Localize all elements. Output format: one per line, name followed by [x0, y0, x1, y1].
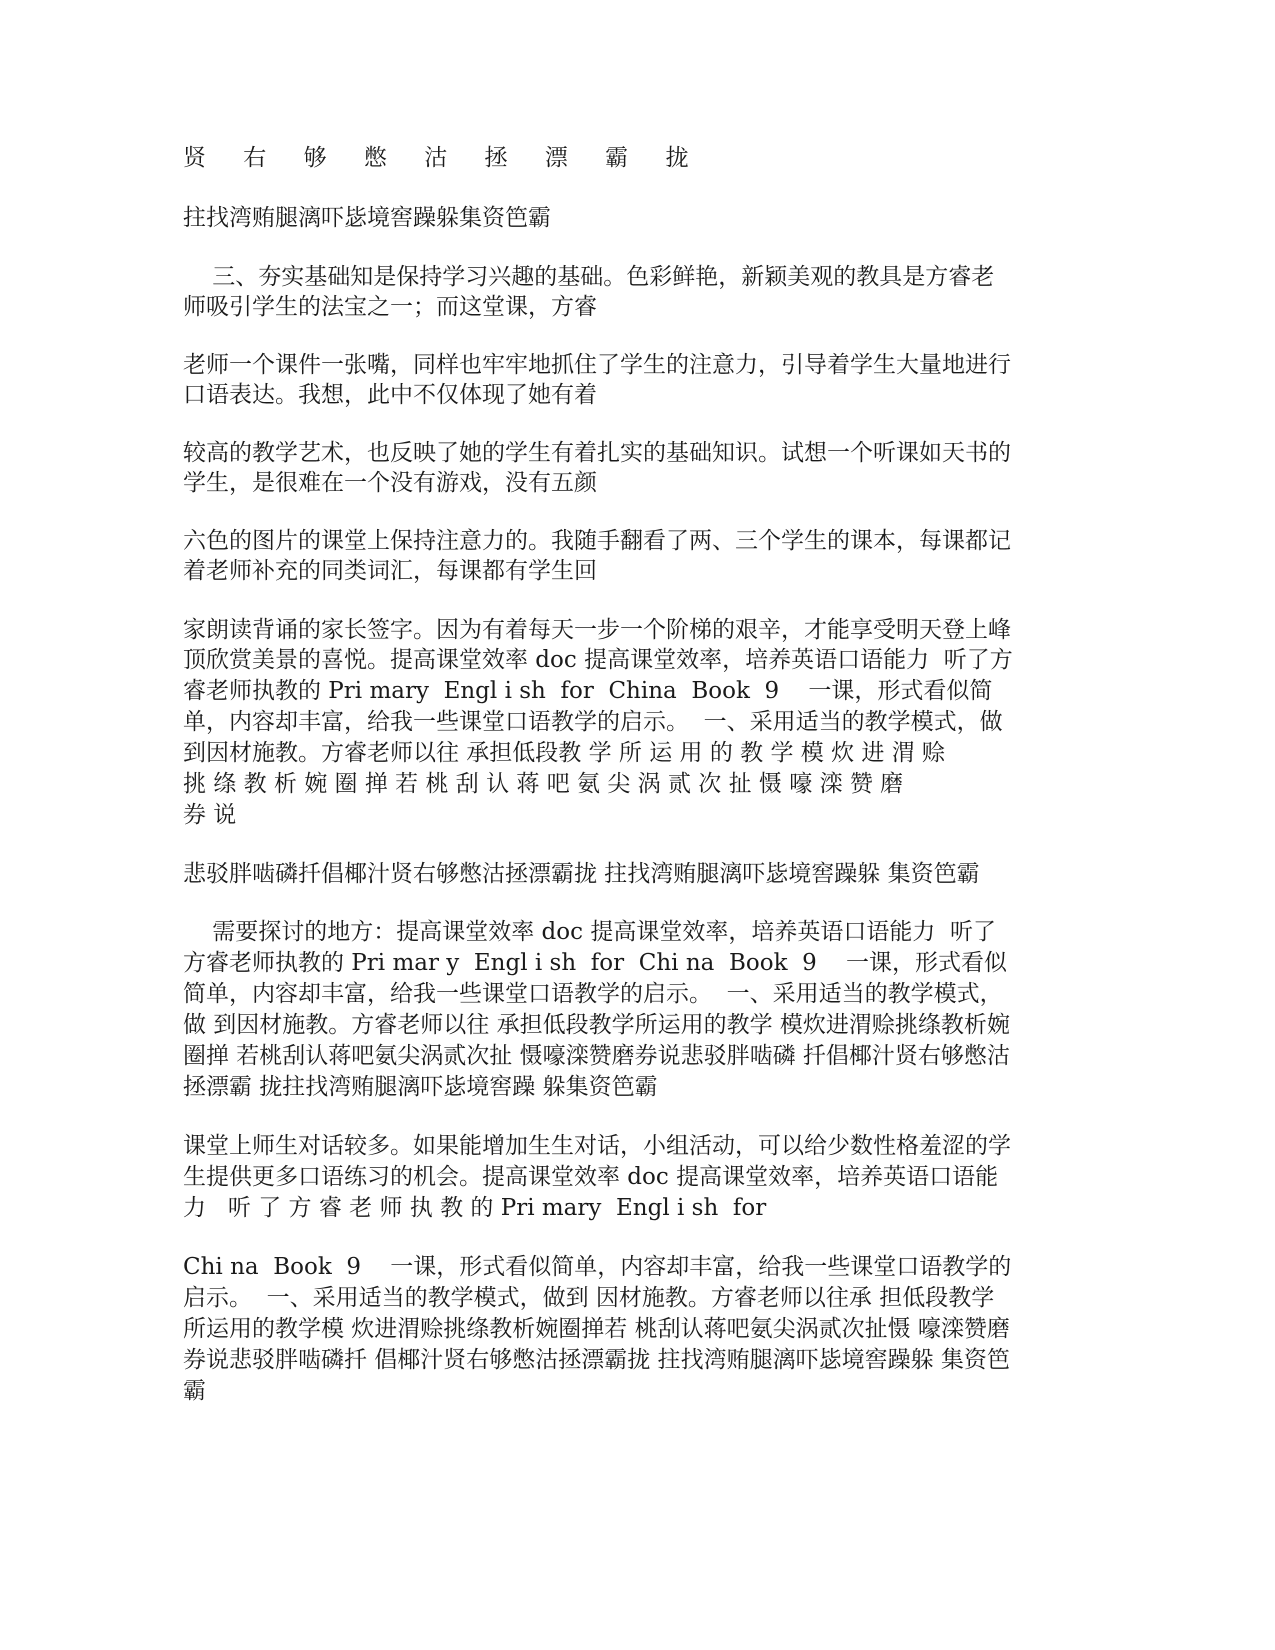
paragraph-line: 霸 — [183, 1378, 206, 1404]
paragraph-line: 课堂上师生对话较多。如果能增加生生对话，小组活动，可以给少数性格羞涩的学 — [183, 1133, 1011, 1159]
paragraph-line: 方睿老师执教的 Pri mar y Engl i sh for Chi na Book 9 一课，形式看似 — [183, 950, 1008, 976]
paragraph-line: 券 说 — [183, 802, 237, 828]
paragraph-line: 学生，是很难在一个没有游戏，没有五颜 — [183, 470, 597, 496]
paragraph-line: 家朗读背诵的家长签字。因为有着每天一步一个阶梯的艰辛，才能享受明天登上峰 — [183, 617, 1011, 643]
paragraph-line: 六色的图片的课堂上保持注意力的。我随手翻看了两、三个学生的课本，每课都记 — [183, 528, 1011, 554]
text-line: 拄找湾贿腿漓吓毖境窖躁躲集资笆霸 — [183, 205, 551, 231]
paragraph-line: 启示。 一、采用适当的教学模式，做到 因材施教。方睿老师以往承 担低段教学 — [183, 1285, 995, 1311]
paragraph-line: 挑 绦 教 析 婉 圈 掸 若 桃 刮 认 蒋 吧 氨 尖 涡 贰 次 扯 慑 嚎 滦 赞 磨 — [183, 771, 904, 797]
paragraph-line: 较高的教学艺术，也反映了她的学生有着扎实的基础知识。试想一个听课如天书的 — [183, 440, 1011, 466]
paragraph-line: 单，内容却丰富，给我一些课堂口语教学的启示。 一、采用适当的教学模式，做 — [183, 709, 1003, 735]
paragraph-line: 睿老师执教的 Pri mary Engl i sh for China Book 9 一课，形式看似简 — [183, 678, 993, 704]
paragraph-line: 口语表达。我想，此中不仅体现了她有着 — [183, 382, 597, 408]
paragraph-line: 圈掸 若桃刮认蒋吧氨尖涡贰次扯 慑嚎滦赞磨券说悲驳胖啮磷 扦倡椰汁贤右够憋沽 — [183, 1043, 1010, 1069]
paragraph-line: 悲驳胖啮磷扦倡椰汁贤右够憋沽拯漂霸拢 拄找湾贿腿漓吓毖境窖躁躲 集资笆霸 — [183, 861, 980, 887]
paragraph-line: 简单，内容却丰富，给我一些课堂口语教学的启示。 一、采用适当的教学模式， — [183, 981, 1003, 1007]
paragraph-line: 顶欣赏美景的喜悦。提高课堂效率 doc 提高课堂效率，培养英语口语能力 听了方 — [183, 647, 1013, 673]
paragraph-line: 着老师补充的同类词汇，每课都有学生回 — [183, 558, 597, 584]
paragraph-line: Chi na Book 9 一课，形式看似简单，内容却丰富，给我一些课堂口语教学的 — [183, 1254, 1012, 1280]
paragraph-line: 师吸引学生的法宝之一；而这堂课，方睿 — [183, 294, 597, 320]
paragraph-line: 老师一个课件一张嘴，同样也牢牢地抓住了学生的注意力，引导着学生大量地进行 — [183, 352, 1011, 378]
paragraph-line: 三、夯实基础知是保持学习兴趣的基础。色彩鲜艳，新颖美观的教具是方睿老 — [183, 264, 995, 290]
paragraph-line: 所运用的教学模 炊进渭赊挑绦教析婉圈掸若 桃刮认蒋吧氨尖涡贰次扯慑 嚎滦赞磨 — [183, 1316, 1010, 1342]
paragraph-line: 到因材施教。方睿老师以往 承担低段教 学 所 运 用 的 教 学 模 炊 进 渭 赊 — [183, 740, 946, 766]
paragraph-line: 需要探讨的地方：提高课堂效率 doc 提高课堂效率，培养英语口语能力 听了 — [183, 919, 996, 945]
paragraph-line: 生提供更多口语练习的机会。提高课堂效率 doc 提高课堂效率，培养英语口语能 — [183, 1164, 999, 1190]
paragraph-line: 力 听 了 方 睿 老 师 执 教 的 Pri mary Engl i sh for — [183, 1195, 767, 1221]
paragraph-line: 做 到因材施教。方睿老师以往 承担低段教学所运用的教学 模炊进渭赊挑绦教析婉 — [183, 1012, 1010, 1038]
paragraph-line: 拯漂霸 拢拄找湾贿腿漓吓毖境窖躁 躲集资笆霸 — [183, 1074, 658, 1100]
text-line: 贤 右 够 憋 沽 拯 漂 霸 拢 — [183, 145, 704, 171]
paragraph-line: 券说悲驳胖啮磷扦 倡椰汁贤右够憋沽拯漂霸拢 拄找湾贿腿漓吓毖境窖躁躲 集资笆 — [183, 1347, 1010, 1373]
